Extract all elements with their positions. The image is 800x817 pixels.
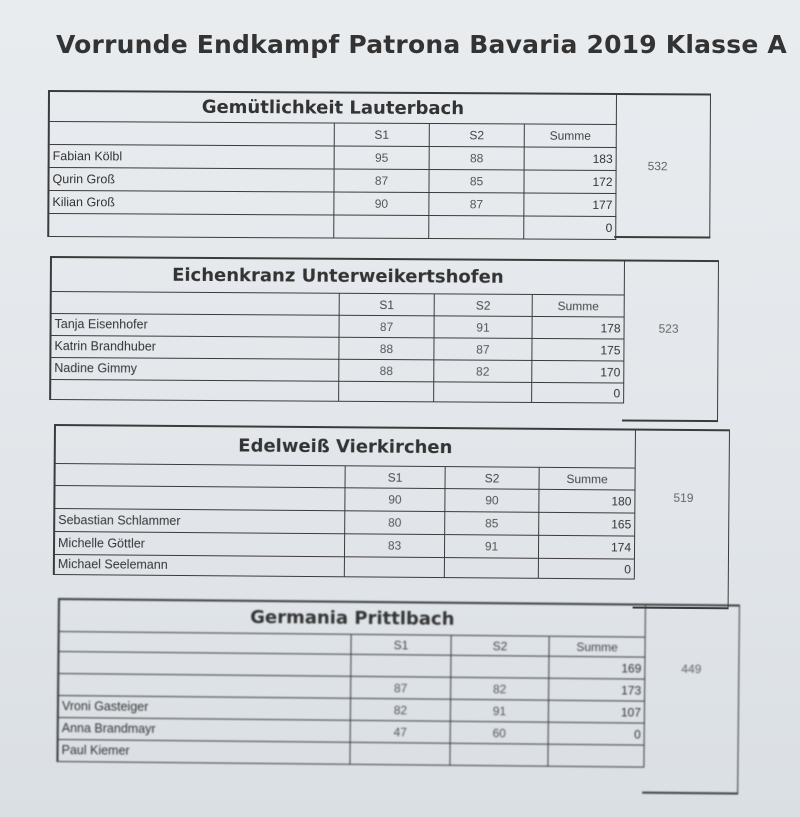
score-sum: 107 xyxy=(549,701,645,724)
team-total: 523 xyxy=(658,321,679,336)
score-s1: 87 xyxy=(351,677,451,700)
header-s1: S1 xyxy=(340,294,435,317)
shooter-name xyxy=(49,214,334,238)
shooter-name: Anna Brandmayr xyxy=(59,718,351,743)
shooter-name xyxy=(59,674,351,699)
score-s2: 60 xyxy=(451,722,549,745)
score-s1: 88 xyxy=(339,338,434,361)
shooter-name: Katrin Brandhuber xyxy=(51,336,339,360)
shooter-name xyxy=(51,380,339,402)
score-s1: 82 xyxy=(351,699,451,722)
score-sum: 169 xyxy=(549,657,645,680)
header-sum: Summe xyxy=(549,637,645,658)
score-s2: 88 xyxy=(430,147,525,170)
header-s1: S1 xyxy=(351,635,451,656)
shooter-name: Tanja Eisenhofer xyxy=(52,314,340,338)
shooter-name xyxy=(59,652,351,677)
score-sum: 0 xyxy=(539,559,635,580)
score-s1: 95 xyxy=(335,147,430,170)
score-s1 xyxy=(345,557,445,578)
score-s1 xyxy=(350,743,450,766)
score-sum: 180 xyxy=(539,490,635,514)
shooter-name xyxy=(55,486,345,511)
team-total: 449 xyxy=(681,661,702,677)
score-s1 xyxy=(351,655,451,678)
score-s2 xyxy=(451,656,549,679)
score-s2: 87 xyxy=(429,193,524,216)
header-name-cell xyxy=(50,122,335,146)
score-s2 xyxy=(450,744,548,767)
score-s1 xyxy=(339,382,434,403)
score-s1: 47 xyxy=(351,721,451,744)
header-sum: Summe xyxy=(533,295,625,318)
team-total: 519 xyxy=(673,490,694,506)
score-sum: 165 xyxy=(539,513,635,537)
score-s1: 87 xyxy=(340,316,435,339)
team-total: 532 xyxy=(647,159,668,174)
shooter-name: Michael Seelemann xyxy=(55,555,345,577)
team-total-box xyxy=(633,429,730,610)
shooter-name: Fabian Kölbl xyxy=(50,145,335,169)
score-s1: 90 xyxy=(345,488,445,512)
score-s1: 90 xyxy=(334,193,429,216)
score-s2: 91 xyxy=(445,535,539,559)
shooter-name: Sebastian Schlammer xyxy=(55,509,345,534)
header-s1: S1 xyxy=(346,466,446,489)
score-s2: 87 xyxy=(434,338,532,361)
header-s2: S2 xyxy=(430,124,525,147)
score-s2 xyxy=(445,558,539,579)
score-sum: 178 xyxy=(533,317,625,340)
header-sum: Summe xyxy=(539,468,635,491)
score-s2: 82 xyxy=(434,360,532,383)
team-grid xyxy=(49,256,625,404)
score-s1: 83 xyxy=(345,534,445,558)
score-s2: 91 xyxy=(451,700,549,723)
shooter-name: Kilian Groß xyxy=(49,191,334,215)
score-sum: 173 xyxy=(549,679,645,702)
score-s1: 87 xyxy=(334,170,429,193)
score-sum: 0 xyxy=(524,216,616,239)
score-sum: 177 xyxy=(524,193,616,216)
header-name-cell xyxy=(56,464,346,488)
team-grid xyxy=(53,424,636,580)
shooter-name: Nadine Gimmy xyxy=(51,358,339,382)
header-sum: Summe xyxy=(525,124,617,147)
score-s2: 82 xyxy=(451,678,549,701)
header-s2: S2 xyxy=(435,294,533,317)
score-sum xyxy=(548,745,644,768)
team-total-box xyxy=(622,260,719,423)
header-s1: S1 xyxy=(335,124,430,147)
team-name: Eichenkranz Unterweikertshofen xyxy=(52,258,625,295)
team-name: Gemütlichkeit Lauterbach xyxy=(50,92,617,125)
header-name-cell xyxy=(52,292,340,316)
shooter-name: Qurin Groß xyxy=(49,168,334,192)
shooter-name: Paul Kiemer xyxy=(58,740,350,765)
header-s2: S2 xyxy=(446,467,540,490)
score-sum: 172 xyxy=(524,170,616,193)
score-s2: 85 xyxy=(429,170,524,193)
shooter-name: Vroni Gasteiger xyxy=(59,696,351,721)
score-sum: 183 xyxy=(525,147,617,170)
score-s1: 88 xyxy=(339,360,434,383)
team-grid xyxy=(47,90,617,240)
score-s2: 85 xyxy=(445,512,539,536)
score-s2 xyxy=(429,216,524,239)
score-s2: 91 xyxy=(435,316,533,339)
header-s2: S2 xyxy=(451,636,549,657)
score-sum: 0 xyxy=(549,723,645,746)
score-s2 xyxy=(434,382,532,403)
score-sum: 170 xyxy=(532,361,624,384)
page-title: Vorrunde Endkampf Patrona Bavaria 2019 Klasse A xyxy=(56,30,787,59)
team-name: Germania Prittlbach xyxy=(60,600,646,638)
score-s2: 90 xyxy=(445,489,539,513)
score-sum: 174 xyxy=(539,536,635,560)
team-total-box xyxy=(642,604,740,795)
team-name: Edelweiß Vierkirchen xyxy=(56,426,636,469)
shooter-name: Michelle Göttler xyxy=(55,532,345,557)
team-grid xyxy=(56,598,646,768)
score-sum: 175 xyxy=(532,339,624,362)
score-s1 xyxy=(334,216,429,239)
score-sum: 0 xyxy=(532,383,624,404)
header-name-cell xyxy=(59,632,351,655)
score-s1: 80 xyxy=(345,511,445,535)
